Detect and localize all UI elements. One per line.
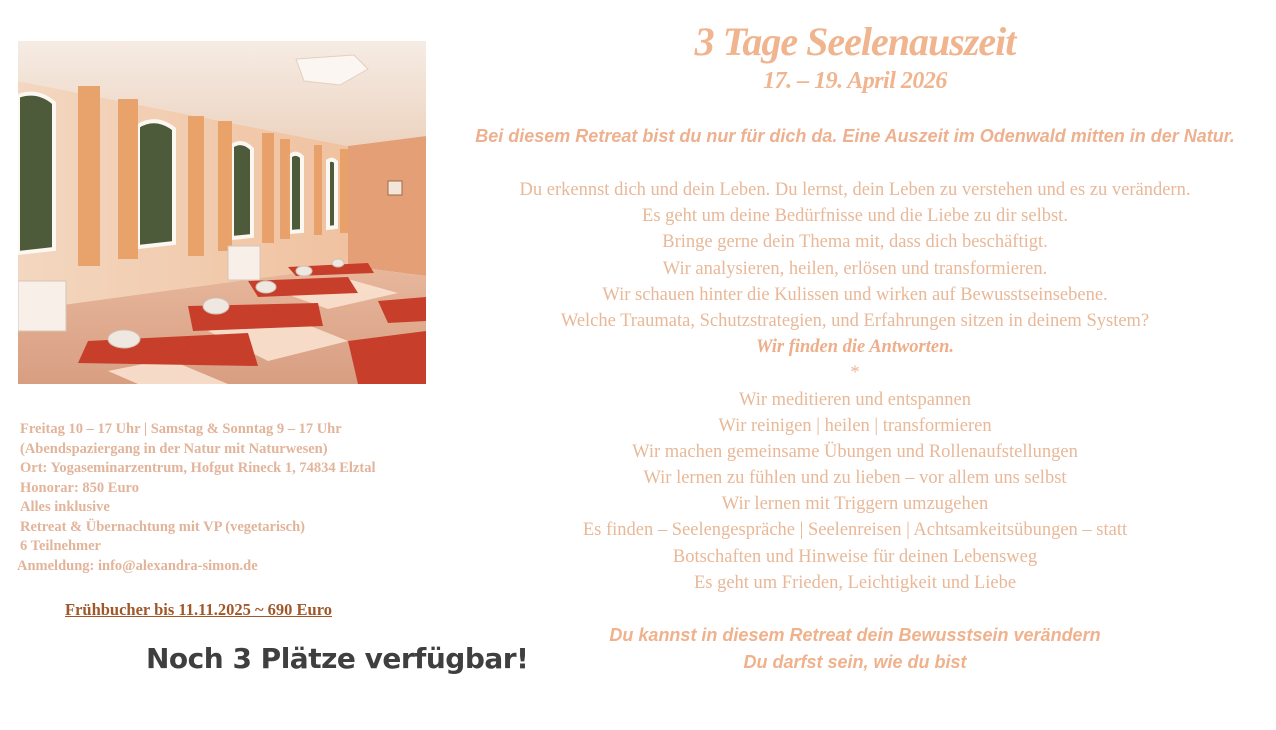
description-line: Wir lernen zu fühlen und zu lieben – vor allem uns selbst [643,468,1067,489]
closing-text [440,622,1270,675]
accommodation: Retreat & Übernachtung mit VP (vegetarisch) [20,518,305,535]
all-inclusive: Alles inklusive [20,499,110,515]
description-line: Wir analysieren, heilen, erlösen und transformieren. [662,258,1048,279]
event-date: 17. – 19. April 2026 [763,68,947,94]
description-line: Wir machen gemeinsame Übungen und Rollenaufstellungen [632,441,1078,462]
event-details [17,420,437,576]
closing-line: Du kannst in diesem Retreat dein Bewusstsein verändern [609,625,1101,645]
evening-walk-note: (Abendspaziergang in der Natur mit Naturwesen) [20,440,328,457]
fee: Honorar: 850 Euro [20,479,139,496]
description-line: Botschaften und Hinweise für deinen Lebensweg [672,546,1038,567]
description-line: Welche Traumata, Schutzstrategien, und Erfahrungen sitzen in deinem System? [560,310,1150,331]
closing-line: Du darfst sein, wie du bist [743,651,967,672]
yoga-room-photo [18,41,426,384]
intro-text: Bei diesem Retreat bist du nur für dich da. Eine Auszeit im Odenwald mitten in der Natur. [475,126,1235,146]
seats-available: Noch 3 Plätze verfügbar! [146,642,529,675]
description-line: Du erkennst dich und dein Leben. Du lernst, dein Leben zu verstehen und es zu verändern. [519,180,1191,200]
location: Ort: Yogaseminarzentrum, Hofgut Rineck 1, 74834 Elztal [20,460,376,476]
description-line: Bringe gerne dein Thema mit, dass dich beschäftigt. [662,232,1048,253]
answers-highlight: Wir finden die Antworten. [755,337,955,358]
separator-asterisk: * [850,363,860,384]
description-line: Wir schauen hinter die Kulissen und wirken auf Bewusstseinsebene. [602,284,1108,305]
early-bird-offer: Frühbucher bis 11.11.2025 ~ 690 Euro [65,600,332,619]
description-line: Es geht um Frieden, Leichtigkeit und Liebe [693,572,1017,593]
description-line: Wir lernen mit Triggern umzugehen [721,494,989,515]
description-line: Wir meditieren und entspannen [739,389,971,410]
schedule: Freitag 10 – 17 Uhr | Samstag & Sonntag 9 – 17 Uhr [20,421,342,437]
description-line: Es geht um deine Bedürfnisse und die Liebe zu dir selbst. [642,206,1068,227]
description-line: Es finden – Seelengespräche | Seelenreisen | Achtsamkeitsübungen – statt [582,520,1128,541]
description-line: Wir reinigen | heilen | transformieren [718,415,992,436]
registration-email[interactable]: Anmeldung: info@alexandra-simon.de [17,557,258,574]
page-title: 3 Tage Seelenauszeit [694,19,1016,64]
description [440,177,1270,596]
participants: 6 Teilnehmer [20,538,101,554]
